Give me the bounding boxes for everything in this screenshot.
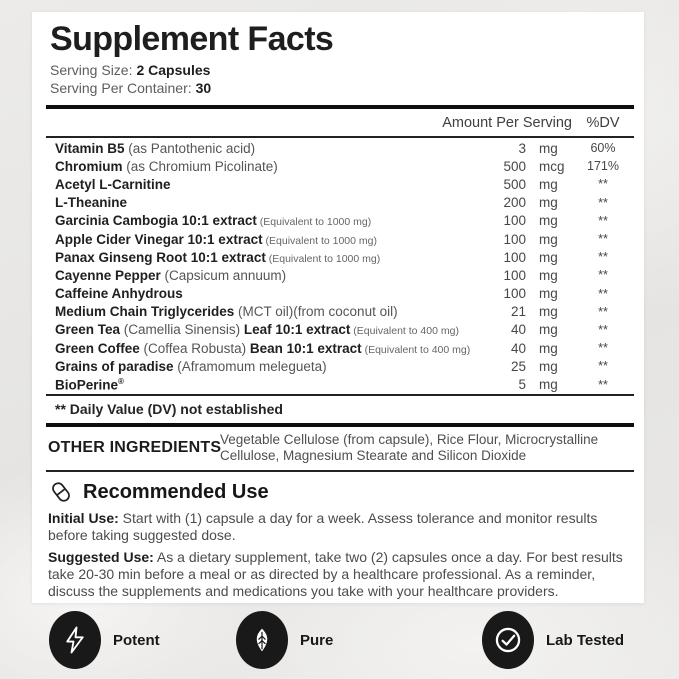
table-row <box>46 230 634 248</box>
ingredient-amount: 500 <box>503 176 526 192</box>
ingredient-dv: ** <box>598 359 608 374</box>
ingredient-name: Cayenne Pepper (Capsicum annuum) <box>55 267 287 283</box>
table-row <box>46 266 634 284</box>
divider-thin-other <box>46 470 634 472</box>
ingredient-name: Medium Chain Triglycerides (MCT oil)(from coconut oil) <box>55 304 398 320</box>
ingredient-unit: mg <box>539 176 558 192</box>
table-row <box>46 375 634 393</box>
ingredient-name: Caffeine Anhydrous <box>55 286 183 302</box>
table-row <box>46 357 634 375</box>
initial-use-paragraph: Initial Use: Start with (1) capsule a day for a week. Assess tolerance and monitor results before taking suggested dose. <box>48 509 598 543</box>
ingredient-unit: mg <box>539 340 558 356</box>
ingredient-unit: mg <box>539 195 558 211</box>
ingredient-dv: 171% <box>587 159 619 174</box>
other-ingredients-text: Vegetable Cellulose (from capsule), Rice Flour, Microcrystalline Cellulose, Magnesium Stearate and Silicon Dioxide <box>220 431 599 464</box>
ingredient-name: Green Tea (Camellia Sinensis) Leaf 10:1 extract (Equivalent to 400 mg) <box>55 322 459 338</box>
serving-container-line <box>50 80 634 97</box>
ingredient-amount: 100 <box>503 249 526 265</box>
initial-use-label: Initial Use: <box>48 509 119 526</box>
supplement-facts-panel <box>32 12 644 603</box>
ingredient-unit: mg <box>539 249 558 265</box>
table-row <box>46 285 634 303</box>
ingredient-dv: ** <box>598 195 608 210</box>
ingredient-dv: ** <box>598 213 608 228</box>
recommended-use-section <box>46 479 634 600</box>
ingredient-unit: mg <box>539 377 558 393</box>
badge-label: Potent <box>113 631 160 649</box>
table-row <box>46 157 634 175</box>
ingredient-amount: 25 <box>510 358 526 374</box>
ingredient-dv: ** <box>598 286 608 301</box>
dv-footnote: ** Daily Value (DV) not established <box>55 400 283 417</box>
ingredient-name: L-Theanine <box>55 195 128 211</box>
ingredient-unit: mg <box>539 140 558 156</box>
capsule-icon <box>48 479 74 505</box>
serving-container-label: Serving Per Container: <box>50 80 192 96</box>
divider-thin-header <box>46 136 634 138</box>
ingredient-dv: ** <box>598 304 608 319</box>
ingredient-unit: mg <box>539 286 558 302</box>
page-title: Supplement Facts <box>50 20 334 58</box>
ingredient-name: BioPerine® <box>55 376 124 393</box>
recommended-use-title: Recommended Use <box>83 480 269 503</box>
check-icon <box>482 611 534 669</box>
ingredient-unit: mcg <box>539 158 565 174</box>
ingredient-amount: 5 <box>518 377 526 393</box>
ingredient-dv: 60% <box>590 141 616 156</box>
leaf-icon <box>236 611 288 669</box>
ingredient-amount: 100 <box>503 286 526 302</box>
ingredient-amount: 100 <box>503 231 526 247</box>
ingredient-unit: mg <box>539 213 558 229</box>
ingredient-name: Grains of paradise (Aframomum melegueta) <box>55 358 327 374</box>
ingredient-amount: 200 <box>503 195 526 211</box>
ingredient-unit: mg <box>539 304 558 320</box>
badge-pure <box>236 609 333 671</box>
table-row <box>46 339 634 357</box>
ingredient-name: Panax Ginseng Root 10:1 extract (Equivalent to 1000 mg) <box>55 249 381 265</box>
table-row <box>46 139 634 157</box>
table-row <box>46 212 634 230</box>
ingredient-amount: 40 <box>510 340 526 356</box>
table-row <box>46 248 634 266</box>
badge-lab-tested <box>482 609 624 671</box>
ingredient-name: Garcinia Cambogia 10:1 extract (Equivalent to 1000 mg) <box>55 213 372 229</box>
ingredient-amount: 3 <box>518 140 526 156</box>
ingredient-dv: ** <box>598 377 608 392</box>
table-row <box>46 321 634 339</box>
other-ingredients-section <box>46 427 634 470</box>
table-row <box>46 194 634 212</box>
badge-label: Lab Tested <box>546 631 625 649</box>
serving-container-value: 30 <box>195 80 212 96</box>
ingredient-unit: mg <box>539 267 558 283</box>
ingredient-name: Green Coffee (Coffea Robusta) Bean 10:1 extract (Equivalent to 400 mg) <box>55 340 471 356</box>
table-header <box>46 109 634 136</box>
ingredient-unit: mg <box>539 358 558 374</box>
badge-label: Pure <box>300 631 334 649</box>
suggested-use-paragraph: Suggested Use: As a dietary supplement, take two (2) capsules once a day. For best results take 20-30 min before a meal or as directed by a healthcare professional. As a reminder, discuss the supplements and medications you take with your healthcare providers. <box>48 548 623 599</box>
ingredient-dv: ** <box>598 232 608 247</box>
ingredient-dv: ** <box>598 341 608 356</box>
ingredient-table <box>46 139 634 394</box>
dv-header: %DV <box>586 114 620 131</box>
ingredient-amount: 40 <box>510 322 526 338</box>
table-row <box>46 175 634 193</box>
ingredient-name: Vitamin B5 (as Pantothenic acid) <box>55 140 256 156</box>
ingredient-name: Chromium (as Chromium Picolinate) <box>55 158 278 174</box>
amount-per-serving-header: Amount Per Serving <box>442 114 572 131</box>
serving-size-line <box>50 62 634 79</box>
table-row <box>46 303 634 321</box>
ingredient-amount: 100 <box>503 213 526 229</box>
ingredient-dv: ** <box>598 250 608 265</box>
ingredient-unit: mg <box>539 322 558 338</box>
serving-size-label: Serving Size: <box>50 62 133 78</box>
ingredient-dv: ** <box>598 322 608 337</box>
ingredient-amount: 500 <box>503 158 526 174</box>
ingredient-name: Apple Cider Vinegar 10:1 extract (Equivalent to 1000 mg) <box>55 231 377 247</box>
ingredient-dv: ** <box>598 177 608 192</box>
badge-potent <box>49 609 160 671</box>
other-ingredients-label: OTHER INGREDIENTS <box>48 439 222 457</box>
ingredient-amount: 100 <box>503 267 526 283</box>
serving-size-value: 2 Capsules <box>136 62 211 78</box>
recommended-use-title-row <box>48 479 634 505</box>
ingredient-name: Acetyl L-Carnitine <box>55 176 171 192</box>
ingredient-amount: 21 <box>510 304 526 320</box>
bolt-icon <box>49 611 101 669</box>
ingredient-unit: mg <box>539 231 558 247</box>
suggested-use-label: Suggested Use: <box>48 548 154 565</box>
feature-badges <box>0 609 679 675</box>
ingredient-dv: ** <box>598 268 608 283</box>
